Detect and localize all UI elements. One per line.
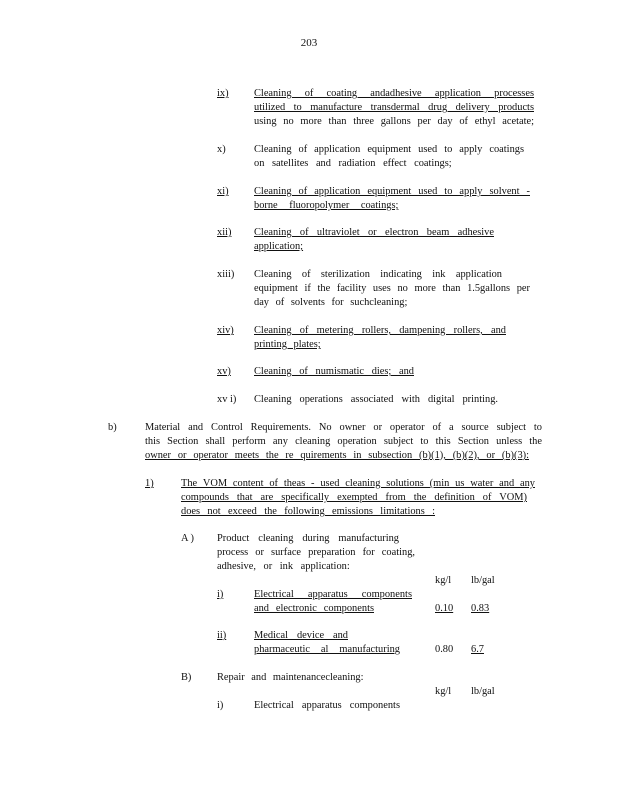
unit-header-kg: kg/l (435, 686, 452, 697)
subsection-b-label: B) (181, 672, 192, 683)
section-b-text: Material and Control Requirements. No owner or operator of a source subject to this Section shall perform any cleaning operation subject to this Section unless the owner or operator meets the re quirements in subsection (b)(1), (b)(2), or (b)(3): (145, 422, 542, 461)
section-b-label: b) (108, 422, 117, 433)
row-value-lb: 0.83 (471, 603, 490, 614)
page-number: 203 (300, 37, 318, 49)
row-label: i) (217, 700, 224, 711)
item-label: xi) (217, 186, 229, 197)
item-text: Cleaning of metering rollers, dampening rollers, and printing plates; (254, 325, 506, 350)
item-text: Cleaning of application equipment used to apply coatings on satellites and radiation effect coatings; (254, 144, 524, 169)
unit-header-lb: lb/gal (471, 686, 495, 697)
item-text: Cleaning operations associated with digital printing. (254, 394, 498, 405)
item-label: xiv) (217, 325, 234, 336)
row-value-lb: 6.7 (471, 644, 484, 655)
subsection-a-text: Product cleaning during manufacturing process or surface preparation for coating, adhesive, or ink application: (217, 533, 415, 572)
subsection-1-text: The VOM content of theas - used cleaning solutions (min us water and any compounds that are specifically exempted from the definition of VOM) does not exceed the following emissions limitations : (181, 478, 535, 517)
item-label: xii) (217, 227, 232, 238)
item-label: xv) (217, 366, 231, 377)
row-label: i) (217, 589, 224, 600)
item-label: x) (217, 144, 226, 155)
row-text: Electrical apparatus components (254, 700, 400, 711)
subsection-b-text: Repair and maintenancecleaning: (217, 672, 364, 683)
row-text: Electrical apparatus components and electronic components (254, 589, 412, 614)
row-text: Medical device and pharmaceutic al manufacturing (254, 630, 400, 655)
row-label: ii) (217, 630, 227, 641)
item-text: Cleaning of sterilization indicating ink application equipment if the facility uses no more than 1.5gallons per day of solvents for suchcleaning; (254, 269, 530, 308)
unit-header-lb: lb/gal (471, 575, 495, 586)
row-value-kg: 0.10 (435, 603, 454, 614)
row-value-kg: 0.80 (435, 644, 454, 655)
item-text: Cleaning of numismatic dies; and (254, 366, 414, 377)
unit-header-kg: kg/l (435, 575, 452, 586)
item-text: Cleaning of application equipment used to apply solvent - borne fluoropolymer coatings; (254, 186, 530, 211)
item-label: xiii) (217, 269, 235, 280)
item-label: ix) (217, 88, 229, 99)
subsection-a-label: A ) (181, 533, 194, 544)
item-text: Cleaning of ultraviolet or electron beam adhesive application; (254, 227, 494, 252)
item-text: Cleaning of coating andadhesive application processes utilized to manufacture transdermal drug delivery products using no more than three gallons per day of ethyl acetate; (254, 88, 534, 127)
subsection-1-label: 1) (145, 478, 154, 489)
item-label: xv i) (217, 394, 237, 405)
